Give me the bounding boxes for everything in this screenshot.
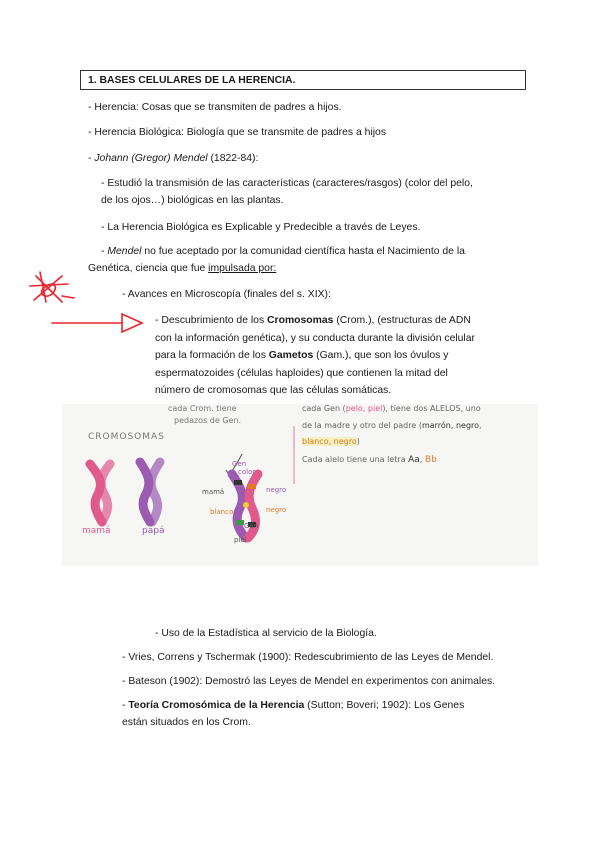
right-1b: pelo, piel bbox=[345, 404, 383, 413]
sketch-right-line-2 bbox=[302, 421, 482, 430]
gametos-term: Gametos bbox=[268, 350, 314, 361]
right-4a: Cada alelo tiene una letra bbox=[302, 455, 409, 464]
sketch-gen-negro2-label: negro bbox=[266, 506, 287, 514]
red-margin-marks bbox=[22, 262, 162, 342]
descub-text-3c: (Gam.), que son los óvulos y bbox=[313, 350, 449, 361]
chromosome-mama-icon bbox=[90, 464, 110, 522]
mendel-years: (1822-84): bbox=[207, 153, 259, 164]
right-2c: , bbox=[479, 421, 482, 430]
right-3b: ) bbox=[356, 437, 360, 446]
red-arrow-icon bbox=[52, 314, 142, 332]
chromosome-sketch bbox=[62, 404, 538, 566]
aceptado-mendel: Mendel bbox=[107, 246, 142, 257]
descub-text-3a: para la formación de los bbox=[155, 350, 269, 361]
item-avances: - Avances en Microscopía (finales del s. XIX): bbox=[122, 289, 331, 300]
descub-text-a: - Descubrimiento de los bbox=[155, 315, 268, 326]
mendel-name: Johann (Gregor) Mendel bbox=[94, 153, 208, 164]
sketch-gen-blanco-label: blanco bbox=[210, 508, 234, 516]
teoria-text: (Sutton; Boveri; 1902): Los Genes bbox=[304, 700, 465, 711]
section-title: 1. BASES CELULARES DE LA HERENCIA. bbox=[88, 75, 296, 86]
right-3a: blanco, negro bbox=[302, 437, 357, 446]
sketch-right-line-3 bbox=[302, 437, 360, 446]
sketch-note-line-1: cada Crom. tiene bbox=[168, 404, 237, 413]
sketch-gen-label: Gen bbox=[232, 460, 247, 468]
aceptado-line-2: Genética, ciencia que fue bbox=[88, 263, 209, 274]
descub-line-4: espermatozoides (células haploides) que contienen la mitad del bbox=[155, 367, 448, 379]
item-estadistica: - Uso de la Estadística al servicio de la Biología. bbox=[155, 628, 377, 639]
descub-line-5: número de cromosomas que las células somáticas. bbox=[155, 385, 392, 396]
teoria-line-2: están situados en los Crom. bbox=[122, 717, 251, 728]
sketch-gen-negro-label: negro bbox=[266, 486, 287, 494]
impulsada-por: impulsada por: bbox=[208, 263, 277, 274]
right-1c: ), tiene dos ALELOS, uno bbox=[382, 404, 481, 413]
item-herencia: - Herencia: Cosas que se transmiten de padres a hijos. bbox=[88, 102, 342, 113]
item-teoria bbox=[122, 697, 464, 731]
right-2a: de la madre y otro del padre ( bbox=[302, 421, 422, 430]
item-bateson: - Bateson (1902): Demostró las Leyes de Mendel en experimentos con animales. bbox=[122, 676, 496, 687]
sketch-gen2-label: Gen bbox=[244, 522, 259, 530]
estudio-line-2: de los ojos…) biológicas en las plantas. bbox=[101, 195, 284, 206]
item-descubrimiento bbox=[155, 312, 475, 400]
descub-text-c: (Crom.), (estructuras de ADN bbox=[333, 315, 471, 326]
estudio-line-1: - Estudió la transmisión de las características (caracteres/rasgos) (color del pelo, bbox=[101, 178, 473, 189]
item-mendel: - Johann (Gregor) Mendel (1822-84): bbox=[88, 153, 259, 164]
sketch-papa-label: papá bbox=[142, 526, 165, 536]
item-leyes: - La Herencia Biológica es Explicable y Predecible a través de Leyes. bbox=[101, 222, 421, 233]
right-1a: cada Gen ( bbox=[302, 404, 346, 413]
right-2b: marrón, negro bbox=[421, 421, 480, 430]
right-4b: Aa bbox=[408, 455, 420, 465]
teoria-dash: - bbox=[122, 700, 129, 711]
right-4d: Bb bbox=[424, 455, 437, 465]
sketch-gen-mama-label: mamá bbox=[202, 488, 225, 496]
sketch-right-line-4 bbox=[302, 455, 437, 465]
sketch-piel-label: piel bbox=[234, 536, 247, 544]
sketch-color-label: color bbox=[238, 468, 256, 476]
aceptado-line-1: no fue aceptado por la comunidad científica hasta el Nacimiento de la bbox=[141, 246, 465, 257]
item-aceptado: - Mendel no fue aceptado por la comunidad científica hasta el Nacimiento de la Genética, ciencia que fue impulsada por: bbox=[88, 246, 465, 274]
cromosomas-term: Cromosomas bbox=[267, 315, 334, 326]
item-herencia-biologica: - Herencia Biológica: Biología que se transmite de padres a hijos bbox=[88, 127, 387, 138]
right-4c: , bbox=[419, 455, 425, 464]
red-star-scribble bbox=[30, 272, 74, 302]
sketch-right-line-1 bbox=[302, 404, 481, 413]
teoria-term: Teoría Cromosómica de la Herencia bbox=[128, 700, 305, 711]
sketch-mama-label: mamá bbox=[82, 526, 111, 536]
item-estudio bbox=[101, 175, 521, 209]
chromosome-papa-icon bbox=[140, 462, 160, 522]
descub-line-2: con la información genética), y su conducta durante la división celular bbox=[155, 332, 475, 344]
sketch-cromosomas-label: CROMOSOMAS bbox=[88, 432, 165, 442]
sketch-note-line-2: pedazos de Gen. bbox=[174, 416, 242, 425]
item-vries: - Vries, Correns y Tschermak (1900): Redescubrimiento de las Leyes de Mendel. bbox=[122, 652, 494, 663]
